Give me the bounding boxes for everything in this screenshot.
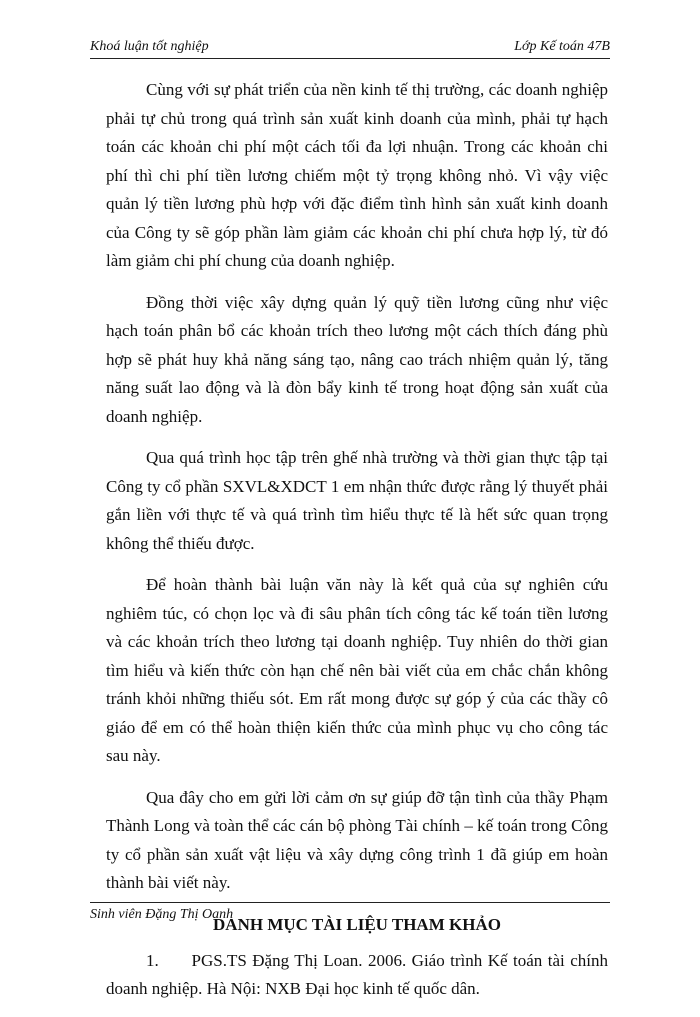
page-header [90,36,610,59]
document-body [106,76,608,1017]
paragraph: Cùng với sự phát triển của nền kinh tế thị trường, các doanh nghiệp phải tự chủ trong quá trình sản xuất kinh doanh của mình, phải tự hạch toán các khoản chi phí một cách tối đa lợi nhuận. Trong các khoản chi phí thì chi phí tiền lương chiếm một tỷ trọng không nhỏ. Vì vậy việc quản lý tiền lương phù hợp với đặc điểm tình hình sản xuất kinh doanh của Công ty sẽ góp phần làm giảm các khoản chi phí chưa hợp lý, từ đó làm giảm chi phí chung của doanh nghiệp. [106,80,608,270]
reference-item: 1. PGS.TS Đặng Thị Loan. 2006. Giáo trình Kế toán tài chính doanh nghiệp. Hà Nội: NXB Đại học kinh tế quốc dân. [106,950,608,998]
paragraph: Để hoàn thành bài luận văn này là kết quả của sự nghiên cứu nghiêm túc, có chọn lọc và đi sâu phân tích công tác kế toán tiền lương và các khoản trích theo lương tại doanh nghiệp. Tuy nhiên do thời gian tìm hiểu và kiến thức còn hạn chế nên bài viết của em chắc chắn không tránh khỏi những thiếu sót. Em rất mong được sự góp ý của các thầy cô giáo để em có thể hoàn thiện kiến thức của mình phục vụ cho công tác sau này. [106,575,608,765]
page-footer [90,902,610,923]
header-right: Lớp Kế toán 47B [514,39,610,54]
header-left: Khoá luận tốt nghiệp [90,39,209,54]
paragraph: Đồng thời việc xây dựng quản lý quỹ tiền lương cũng như việc hạch toán phân bổ các khoản trích theo lương một cách thích đáng phù hợp sẽ phát huy khả năng sáng tạo, nâng cao trách nhiệm quản lý, tăng năng suất lao động và là đòn bẩy kinh tế trong hoạt động sản xuất của doanh nghiệp. [106,292,608,426]
references-heading: DANH MỤC TÀI LIỆU THAM KHẢO [213,914,501,934]
paragraph: Qua quá trình học tập trên ghế nhà trường và thời gian thực tập tại Công ty cổ phần SXVL&XDCT 1 em nhận thức được rằng lý thuyết phải gắn liền với thực tế và quá trình tìm hiểu thực tế là hết sức quan trọng không thể thiếu được. [106,448,608,553]
paragraph: Qua đây cho em gửi lời cảm ơn sự giúp đỡ tận tình của thầy Phạm Thành Long và toàn thể các cán bộ phòng Tài chính – kế toán trong Công ty cổ phần sản xuất vật liệu và xây dựng công trình 1 đã giúp em hoàn thành bài viết này. [106,787,608,892]
footer-text: Sinh viên Đặng Thị Oanh [90,907,234,922]
